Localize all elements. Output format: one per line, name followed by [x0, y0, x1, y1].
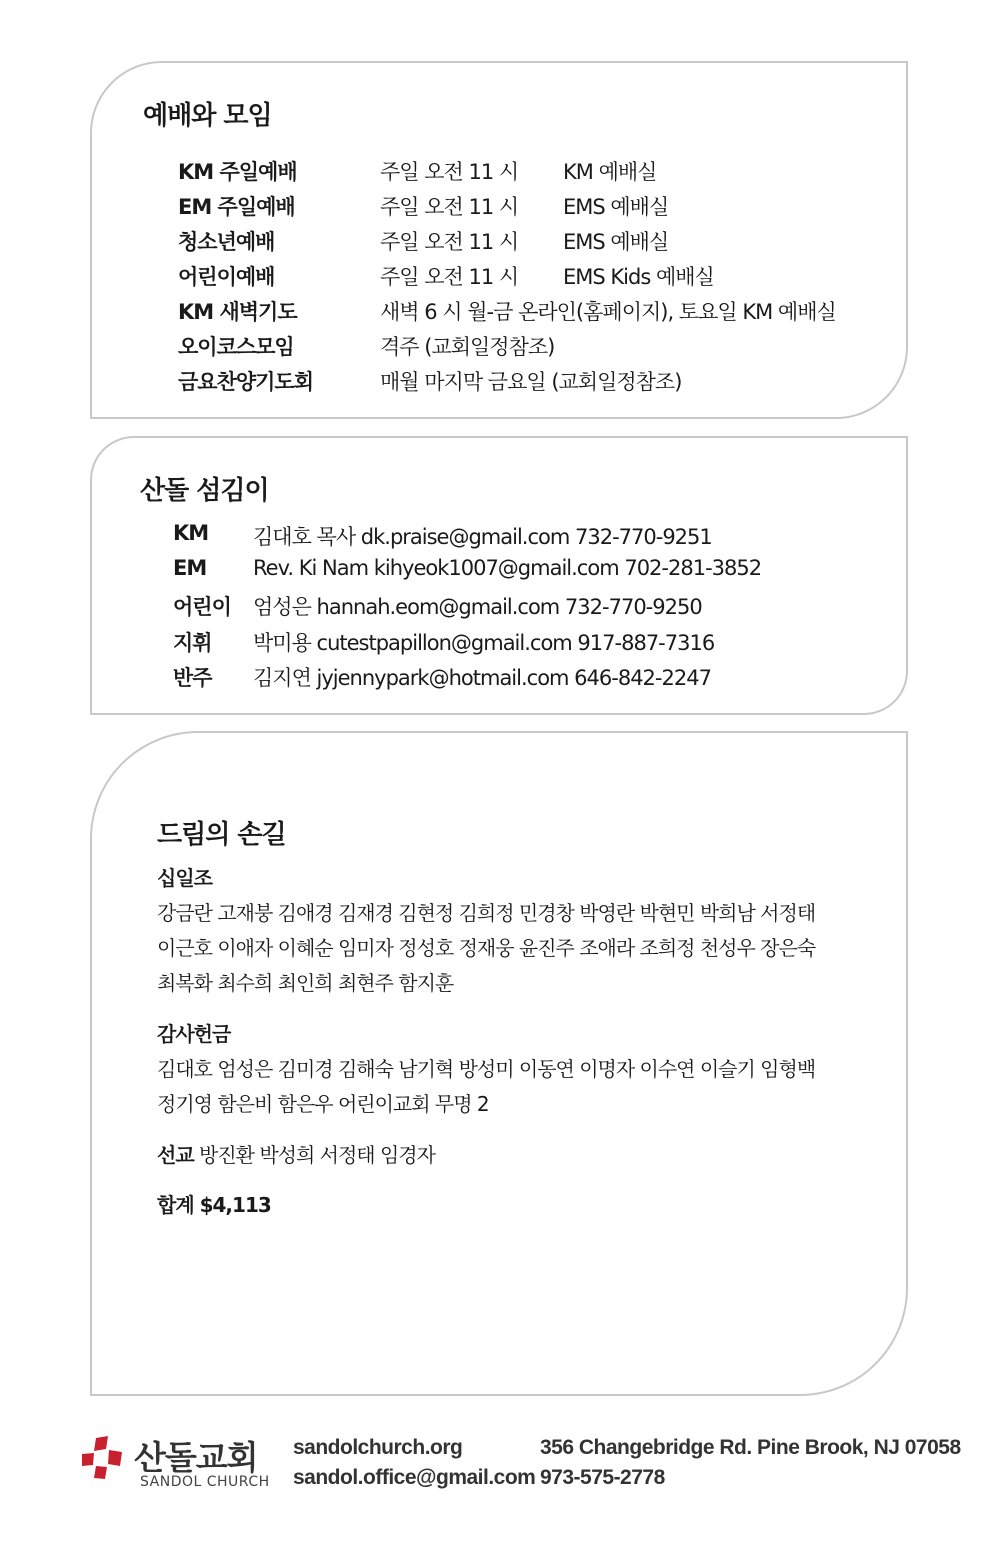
mission-label: 선교	[157, 1143, 194, 1167]
servant-role: 어린이	[173, 595, 231, 619]
worship-title: 예배와 모임	[143, 101, 272, 131]
worship-time: 격주 (교회일정참조)	[380, 335, 555, 359]
website-link[interactable]: sandolchurch.org	[293, 1436, 463, 1459]
servant-info: 엄성은 hannah.eom@gmail.com 732-770-9250	[253, 595, 702, 619]
church-name-en: SANDOL CHURCH	[140, 1474, 270, 1490]
worship-name: EM 주일예배	[178, 195, 295, 219]
servant-role: 반주	[173, 666, 212, 690]
servant-role: EM	[173, 556, 207, 580]
total-amount: 합계 $4,113	[157, 1193, 271, 1217]
worship-time: 주일 오전 11 시	[380, 160, 519, 184]
worship-name: KM 주일예배	[178, 160, 297, 184]
church-logo-icon	[82, 1436, 126, 1484]
mission-names: 방진환 박성희 서정태 임경자	[199, 1143, 435, 1167]
phone-number: 973-575-2778	[540, 1466, 665, 1489]
thanks-names: 정기영 함은비 함은우 어린이교회 무명 2	[157, 1092, 489, 1116]
tithe-names: 이근호 이애자 이혜순 임미자 정성호 정재웅 윤진주 조애라 조희정 천성우 장은숙	[157, 936, 816, 960]
worship-name: 어린이예배	[178, 265, 275, 289]
servant-info: 김대호 목사 dk.praise@gmail.com 732-770-9251	[253, 525, 712, 549]
servant-role: KM	[173, 521, 209, 545]
mission-line	[157, 1139, 435, 1168]
tithe-names: 최복화 최수희 최인희 최현주 함지훈	[157, 971, 454, 995]
worship-place: EMS 예배실	[563, 230, 669, 254]
thanks-label: 감사헌금	[157, 1022, 231, 1046]
address: 356 Changebridge Rd. Pine Brook, NJ 07058	[540, 1436, 961, 1459]
worship-name: 금요찬양기도회	[178, 370, 314, 394]
worship-time: 주일 오전 11 시	[380, 265, 519, 289]
servant-role: 지휘	[173, 631, 212, 655]
email-link[interactable]: sandol.office@gmail.com	[293, 1466, 536, 1489]
church-name: 산돌교회	[134, 1438, 258, 1477]
worship-place: EMS Kids 예배실	[563, 265, 714, 289]
worship-place: KM 예배실	[563, 160, 657, 184]
tithe-names: 강금란 고재붕 김애경 김재경 김현정 김희정 민경창 박영란 박현민 박희남 서정태	[157, 901, 816, 925]
offering-title: 드림의 손길	[157, 820, 286, 850]
worship-name: KM 새벽기도	[178, 300, 297, 324]
servants-title: 산돌 섬김이	[140, 476, 269, 506]
thanks-names: 김대호 엄성은 김미경 김해숙 남기혁 방성미 이동연 이명자 이수연 이슬기 임형백	[157, 1057, 816, 1081]
servant-info: Rev. Ki Nam kihyeok1007@gmail.com 702-281-3852	[253, 556, 762, 580]
tithe-label: 십일조	[157, 866, 212, 890]
worship-place: EMS 예배실	[563, 195, 669, 219]
servant-info: 김지연 jyjennypark@hotmail.com 646-842-2247	[253, 666, 711, 690]
worship-name: 오이코스모임	[178, 335, 294, 359]
worship-time: 매월 마지막 금요일 (교회일정참조)	[380, 370, 682, 394]
servant-info: 박미용 cutestpapillon@gmail.com 917-887-7316	[253, 631, 715, 655]
worship-time: 새벽 6 시 월-금 온라인(홈페이지), 토요일 KM 예배실	[380, 300, 836, 324]
worship-time: 주일 오전 11 시	[380, 230, 519, 254]
worship-time: 주일 오전 11 시	[380, 195, 519, 219]
worship-name: 청소년예배	[178, 230, 275, 254]
